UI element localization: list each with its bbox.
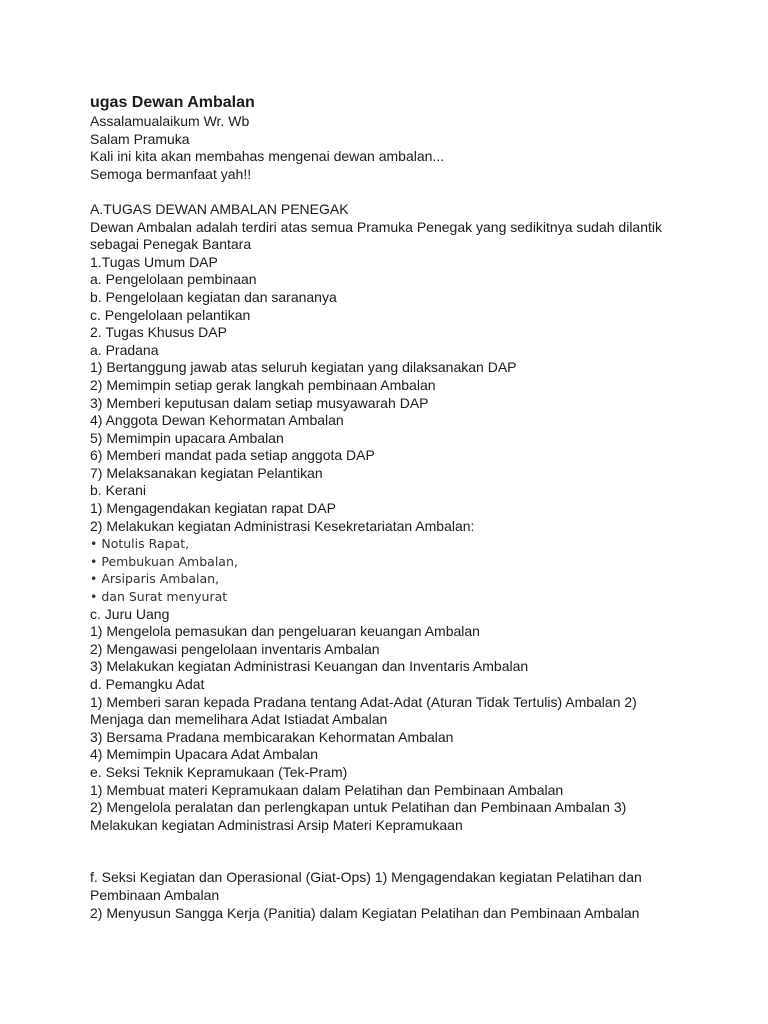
list-item: 4) Memimpin Upacara Adat Ambalan <box>90 746 318 763</box>
bullet-item: • Arsiparis Ambalan, <box>90 571 220 587</box>
subsection-heading-umum: 1.Tugas Umum DAP <box>90 253 218 270</box>
role-heading-pradana: a. Pradana <box>90 341 159 358</box>
role-heading-giat-ops: f. Seksi Kegiatan dan Operasional (Giat-Ops) 1) Mengagendakan kegiatan Pelatihan dan Pembinaan Ambalan <box>90 869 642 903</box>
list-item: 2) Memimpin setiap gerak langkah pembinaan Ambalan <box>90 376 436 393</box>
list-item: a. Pengelolaan pembinaan <box>90 271 257 288</box>
section-description: Dewan Ambalan adalah terdiri atas semua Pramuka Penegak yang sedikitnya sudah dilantik sebagai Penegak Bantara <box>90 218 663 253</box>
bullet-item: • Notulis Rapat, <box>90 536 190 552</box>
document-title: ugas Dewan Ambalan <box>90 94 255 111</box>
list-item: 1) Bertanggung jawab atas seluruh kegiatan yang dilaksanakan DAP <box>90 359 517 376</box>
intro-line: Assalamualaikum Wr. Wb <box>90 113 250 129</box>
bullet-item: • dan Surat menyurat <box>90 589 228 605</box>
list-item: 2) Menyusun Sangga Kerja (Panitia) dalam Kegiatan Pelatihan dan Pembinaan Ambalan <box>90 904 640 921</box>
list-item: 1) Memberi saran kepada Pradana tentang Adat-Adat (Aturan Tidak Tertulis) Ambalan 2) Menjaga dan memelihara Adat Istiadat Ambalan <box>90 693 637 728</box>
list-item: c. Pengelolaan pelantikan <box>90 306 251 323</box>
list-item: 3) Melakukan kegiatan Administrasi Keuangan dan Inventaris Ambalan <box>90 658 529 675</box>
list-item: 2) Mengawasi pengelolaan inventaris Ambalan <box>90 640 380 657</box>
list-item: 7) Melaksanakan kegiatan Pelantikan <box>90 464 323 481</box>
list-item: 2) Melakukan kegiatan Administrasi Kesekretariatan Ambalan: <box>90 517 475 534</box>
section-heading: A.TUGAS DEWAN AMBALAN PENEGAK <box>90 200 349 217</box>
role-heading-pemangku-adat: d. Pemangku Adat <box>90 676 205 692</box>
section-a <box>90 201 750 922</box>
list-item: 3) Bersama Pradana membicarakan Kehormatan Ambalan <box>90 728 454 745</box>
bullet-item: • Pembukuan Ambalan, <box>90 553 238 569</box>
intro-block <box>90 113 750 183</box>
list-item: 1) Mengelola pemasukan dan pengeluaran keuangan Ambalan <box>90 623 480 640</box>
document-body <box>90 93 750 922</box>
subsection-heading-khusus: 2. Tugas Khusus DAP <box>90 324 227 341</box>
role-heading-juru-uang: c. Juru Uang <box>90 605 170 622</box>
list-item: 1) Membuat materi Kepramukaan dalam Pelatihan dan Pembinaan Ambalan <box>90 781 564 798</box>
list-item: 1) Mengagendakan kegiatan rapat DAP <box>90 500 336 517</box>
list-item: 3) Memberi keputusan dalam setiap musyawarah DAP <box>90 394 429 411</box>
role-heading-kerani: b. Kerani <box>90 482 147 499</box>
spacer <box>90 183 750 201</box>
list-item: 6) Memberi mandat pada setiap anggota DAP <box>90 447 375 464</box>
intro-line: Kali ini kita akan membahas mengenai dewan ambalan... <box>90 148 445 165</box>
spacer <box>90 834 750 869</box>
intro-line: Semoga bermanfaat yah!! <box>90 165 252 182</box>
intro-line: Salam Pramuka <box>90 130 190 147</box>
list-item: 2) Mengelola peralatan dan perlengkapan untuk Pelatihan dan Pembinaan Ambalan 3) Melakukan kegiatan Administrasi Arsip Materi Kepramukaan <box>90 799 627 833</box>
list-item: b. Pengelolaan kegiatan dan sarananya <box>90 288 337 305</box>
list-item: 4) Anggota Dewan Kehormatan Ambalan <box>90 412 344 429</box>
role-heading-tek-pram: e. Seksi Teknik Kepramukaan (Tek-Pram) <box>90 763 348 780</box>
list-item: 5) Memimpin upacara Ambalan <box>90 429 284 446</box>
